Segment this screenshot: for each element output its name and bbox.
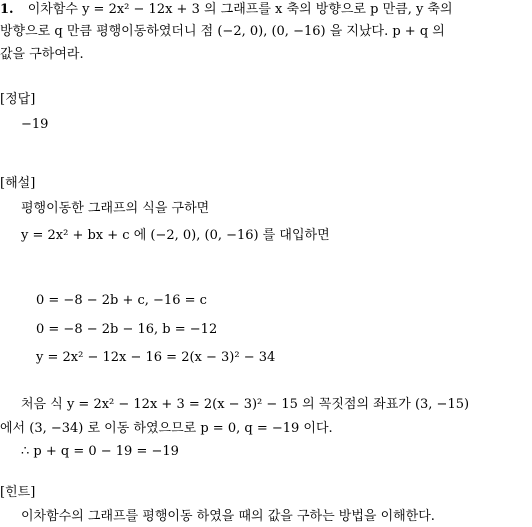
explanation-equation: y = 2x² − 12x − 16 = 2(x − 3)² − 34: [36, 350, 276, 365]
hint-text: 이차함수의 그래프를 평행이동 하였을 때의 값을 구하는 방법을 이해한다.: [21, 509, 435, 524]
explanation-conclusion: ∴ p + q = 0 − 19 = −19: [21, 444, 179, 459]
answer-header: [정답]: [0, 92, 36, 107]
explanation-line: 에서 (3, −34) 로 이동 하였으므로 p = 0, q = −19 이다.: [0, 421, 333, 436]
explanation-header: [해설]: [0, 176, 36, 191]
problem-line-3: 값을 구하여라.: [0, 47, 84, 62]
explanation-equation: 0 = −8 − 2b + c, −16 = c: [36, 293, 207, 308]
problem-line-2: 방향으로 q 만큼 평행이동하였더니 점 (−2, 0), (0, −16) 을 지났다. p + q 의: [0, 24, 445, 39]
problem-number: 1.: [0, 2, 14, 17]
explanation-equation: 0 = −8 − 2b − 16, b = −12: [36, 322, 218, 337]
problem-line-1: [0, 2, 453, 18]
explanation-line: y = 2x² + bx + c 에 (−2, 0), (0, −16) 를 대입하면: [21, 228, 330, 243]
answer-value: −19: [21, 117, 49, 132]
explanation-line: 처음 식 y = 2x² − 12x + 3 = 2(x − 3)² − 15 의 꼭짓점의 좌표가 (3, −15): [21, 397, 470, 412]
hint-header: [힌트]: [0, 485, 36, 500]
problem-text-1: 이차함수 y = 2x² − 12x + 3 의 그래프를 x 축의 방향으로 p 만큼, y 축의: [27, 2, 453, 17]
explanation-line: 평행이동한 그래프의 식을 구하면: [21, 201, 210, 216]
